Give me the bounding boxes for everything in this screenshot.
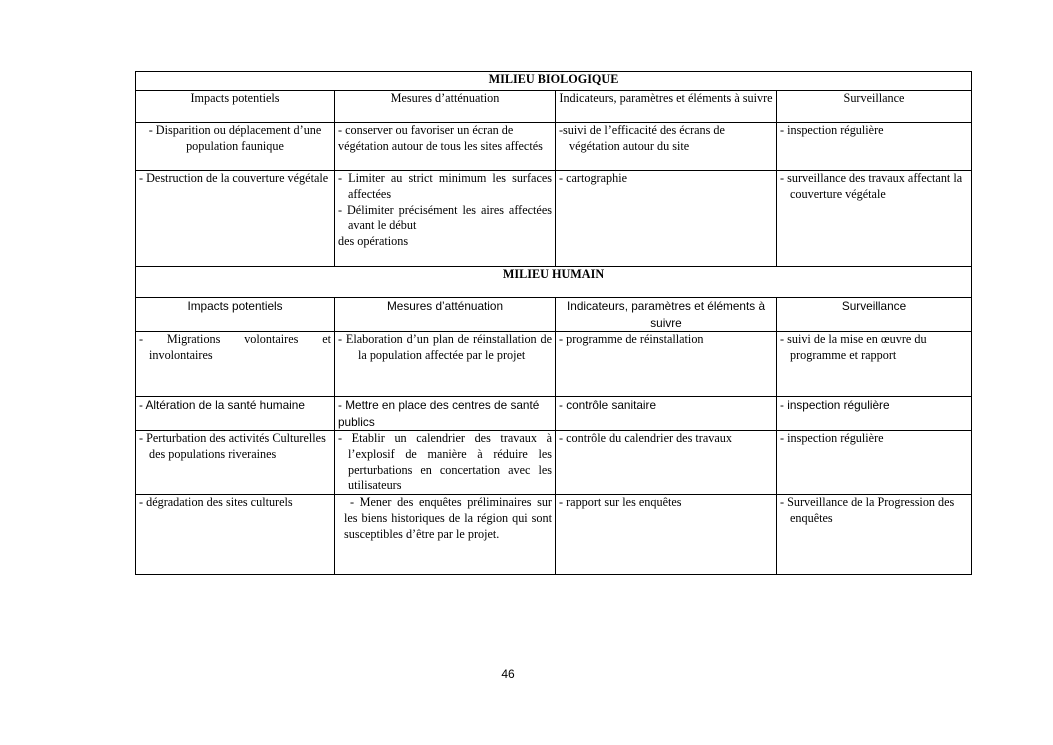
impact-cell: - Altération de la santé humaine <box>136 397 335 431</box>
surveillance-cell: - inspection régulière <box>777 397 972 431</box>
mesure-line: des opérations <box>338 234 409 249</box>
indicateur-cell: - contrôle sanitaire <box>556 397 777 431</box>
surveillance-cell <box>777 332 972 397</box>
mesure-cell <box>335 171 556 267</box>
indicateur-cell: - rapport sur les enquêtes <box>556 495 777 575</box>
impact-text: - Perturbation des activités Culturelles des populations riveraines <box>139 431 326 461</box>
header-indicateurs: Indicateurs, paramètres et éléments à suivre <box>556 91 777 123</box>
surveillance-text: - surveillance des travaux affectant la couverture végétale <box>780 171 963 201</box>
indicateur-cell: - contrôle du calendrier des travaux <box>556 431 777 495</box>
header-surveillance: Surveillance <box>777 91 972 123</box>
page-number: 46 <box>501 667 515 681</box>
indicateur-text: -suivi de l’efficacité des écrans de végétation autour du site <box>559 123 725 153</box>
mesure-text: - Mener des enquêtes préliminaires sur les biens historiques de la région qui sont susceptibles d’être par le projet. <box>344 495 552 541</box>
section-title-bio: MILIEU BIOLOGIQUE <box>136 72 972 91</box>
mesure-line: - Limiter au strict minimum les surfaces affectées <box>338 171 552 201</box>
table-row <box>136 397 972 431</box>
header-mesures: Mesures d’atténuation <box>335 298 556 332</box>
impact-text: - Destruction de la couverture végétale <box>139 171 329 185</box>
impact-text: - Migrations volontaires et involontaires <box>139 332 331 362</box>
impact-cell: - Disparition ou déplacement d’une population faunique <box>136 123 335 171</box>
mesure-cell <box>335 495 556 575</box>
surveillance-text: - suivi de la mise en œuvre du programme et rapport <box>780 332 927 362</box>
table-row <box>136 123 972 171</box>
surveillance-cell <box>777 171 972 267</box>
surveillance-text: - Surveillance de la Progression des enquêtes <box>780 495 955 525</box>
header-indicateurs: Indicateurs, paramètres et éléments à suivre <box>556 298 777 332</box>
indicateur-cell: - programme de réinstallation <box>556 332 777 397</box>
header-impacts: Impacts potentiels <box>136 298 335 332</box>
mesure-text: - Elaboration d’un plan de réinstallation de la population affectée par le projet <box>338 332 552 362</box>
impact-text: - dégradation des sites culturels <box>139 495 293 510</box>
table-row <box>136 332 972 397</box>
impact-cell <box>136 495 335 575</box>
impact-cell <box>136 332 335 397</box>
indicateur-cell: - cartographie <box>556 171 777 267</box>
mesure-cell <box>335 332 556 397</box>
impact-cell <box>136 171 335 267</box>
impact-cell <box>136 431 335 495</box>
surveillance-cell: - inspection régulière <box>777 123 972 171</box>
table-row <box>136 431 972 495</box>
mesure-cell: - Mettre en place des centres de santé publics <box>335 397 556 431</box>
mesure-text: - Etablir un calendrier des travaux à l’explosif de manière à réduire les perturbations en concertation avec les utilisateurs <box>338 431 552 493</box>
surveillance-cell: - inspection régulière <box>777 431 972 495</box>
header-surveillance: Surveillance <box>777 298 972 332</box>
section-title-humain: MILIEU HUMAIN <box>136 267 972 298</box>
indicateur-cell <box>556 123 777 171</box>
environmental-measures-table <box>135 71 972 575</box>
table-row <box>136 495 972 575</box>
table-row <box>136 171 972 267</box>
mesure-cell <box>335 431 556 495</box>
mesure-cell: - conserver ou favoriser un écran de végétation autour de tous les sites affectés <box>335 123 556 171</box>
header-impacts: Impacts potentiels <box>136 91 335 123</box>
surveillance-cell <box>777 495 972 575</box>
mesure-line: - Délimiter précisément les aires affectées avant le début <box>338 202 552 233</box>
header-mesures: Mesures d’atténuation <box>335 91 556 123</box>
